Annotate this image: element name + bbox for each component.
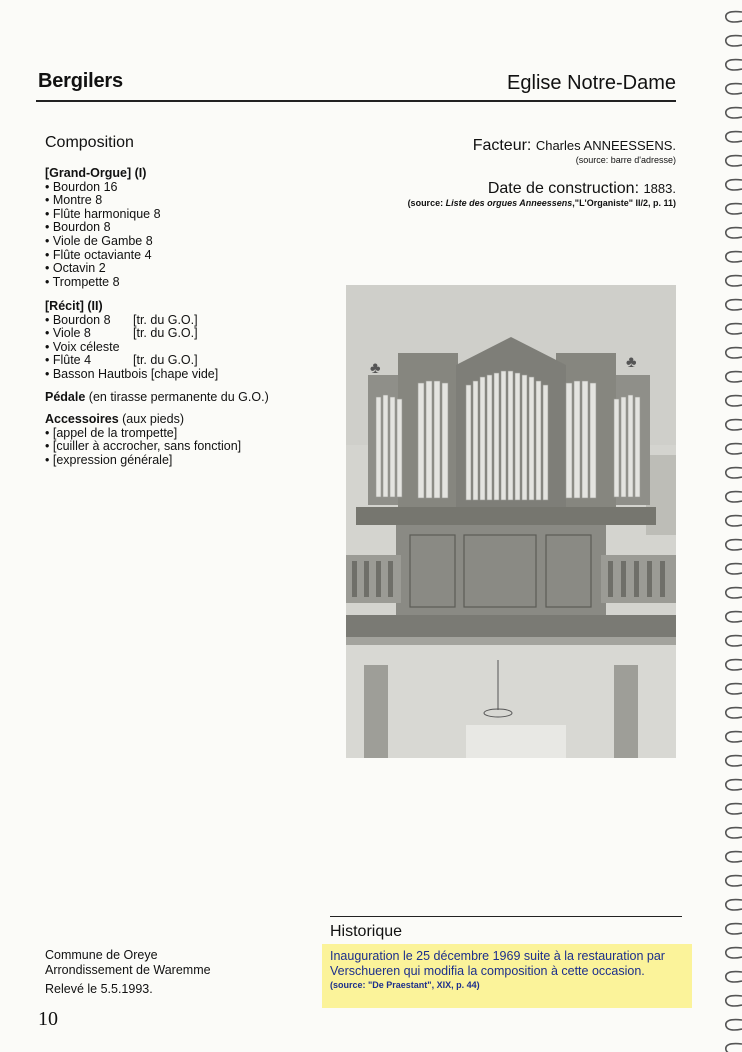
spiral-coil xyxy=(726,1044,742,1052)
spiral-coil xyxy=(726,924,742,934)
date-value: 1883. xyxy=(643,181,676,196)
historique-text xyxy=(330,949,665,993)
accessory-item: • [appel de la trompette] xyxy=(45,425,178,440)
accessoires-list xyxy=(45,413,241,467)
stop-item xyxy=(45,341,218,355)
page-title-place: Bergilers xyxy=(38,70,123,92)
arrondissement-line: Arrondissement de Waremme xyxy=(45,963,211,977)
date-label: Date de construction: xyxy=(487,180,644,197)
spiral-coil xyxy=(726,948,742,958)
spiral-coil xyxy=(726,540,742,550)
commune-line: Commune de Oreye xyxy=(45,948,158,962)
historique-line: Verschueren qui modifia la composition à cette occasion. xyxy=(330,963,645,978)
spiral-coil xyxy=(726,132,742,142)
spiral-coil xyxy=(726,492,742,502)
pedale-label: Pédale xyxy=(45,390,86,404)
page-number: 10 xyxy=(38,1008,58,1030)
spiral-coil xyxy=(726,252,742,262)
spiral-coil xyxy=(726,228,742,238)
stop-item xyxy=(45,327,218,341)
organ-photo xyxy=(346,285,676,758)
organ-illustration xyxy=(346,285,676,758)
spiral-coil xyxy=(726,444,742,454)
spiral-coil xyxy=(726,396,742,406)
facteur-label: Facteur: xyxy=(472,137,536,154)
spiral-coil xyxy=(726,468,742,478)
stop-item: • Viole de Gambe 8 xyxy=(45,233,153,248)
historique-line: Inauguration le 25 décembre 1969 suite à la restauration par xyxy=(330,949,665,963)
spiral-coil xyxy=(726,588,742,598)
commune-block xyxy=(45,948,211,978)
spiral-coil xyxy=(726,420,742,430)
stop-item: • Montre 8 xyxy=(45,193,103,208)
stop-name: • Voix céleste xyxy=(45,339,120,354)
spiral-coil xyxy=(726,348,742,358)
stop-item xyxy=(45,314,218,328)
spiral-coil xyxy=(726,12,742,22)
accessory-item: • [cuiller à accrocher, sans fonction] xyxy=(45,439,242,454)
stop-name: • Viole 8 xyxy=(45,326,91,341)
spiral-coil xyxy=(726,180,742,190)
spiral-coil xyxy=(726,36,742,46)
stop-item xyxy=(45,368,218,382)
date-source xyxy=(408,198,676,208)
stop-item: • Bourdon 8 xyxy=(45,220,111,235)
facteur-block xyxy=(473,137,676,165)
stop-item: • Bourdon 16 xyxy=(45,179,118,194)
spiral-coil xyxy=(726,972,742,982)
spiral-coil xyxy=(726,828,742,838)
stop-note: [tr. du G.O.] xyxy=(133,353,198,368)
svg-text:♣: ♣ xyxy=(370,360,381,377)
spiral-coil xyxy=(726,876,742,886)
stop-note: [tr. du G.O.] xyxy=(133,312,198,327)
spiral-coil xyxy=(726,108,742,118)
spiral-coil xyxy=(726,708,742,718)
historique-rule xyxy=(330,916,682,917)
recit-list xyxy=(45,300,218,382)
composition-title: Composition xyxy=(45,134,134,151)
stop-item: • Octavin 2 xyxy=(45,261,106,276)
stop-note: [tr. du G.O.] xyxy=(133,326,198,341)
stop-name: • Flûte 4 xyxy=(45,353,92,368)
spiral-coil xyxy=(726,276,742,286)
accessory-item: • [expression générale] xyxy=(45,452,173,467)
grand-orgue-list xyxy=(45,167,161,289)
pedale-text: (en tirasse permanente du G.O.) xyxy=(85,390,269,404)
accessoires-label: Accessoires xyxy=(45,412,119,426)
stop-item: • Flûte octaviante 4 xyxy=(45,247,152,262)
spiral-coil xyxy=(726,684,742,694)
spiral-coil xyxy=(726,564,742,574)
stop-item xyxy=(45,354,218,368)
spiral-coil xyxy=(726,60,742,70)
spiral-coil xyxy=(726,996,742,1006)
pedale-line xyxy=(45,390,269,404)
spiral-coil xyxy=(726,156,742,166)
spiral-coil xyxy=(726,660,742,670)
accessoires-text: (aux pieds) xyxy=(118,412,184,426)
historique-source: (source: "De Praestant", XIX, p. 44) xyxy=(330,980,480,990)
grand-orgue-header: [Grand-Orgue] (I) xyxy=(45,166,147,180)
spiral-coil xyxy=(726,756,742,766)
spiral-coil xyxy=(726,804,742,814)
spiral-coil xyxy=(726,1020,742,1030)
spiral-coil xyxy=(726,780,742,790)
header-rule xyxy=(36,100,676,102)
stop-item: • Trompette 8 xyxy=(45,274,120,289)
spiral-coil xyxy=(726,516,742,526)
spiral-binding xyxy=(718,0,742,1052)
spiral-coil xyxy=(726,852,742,862)
historique-title: Historique xyxy=(330,923,403,940)
spiral-coil xyxy=(726,732,742,742)
date-source-suffix: ,"L'Organiste" II/2, p. 11) xyxy=(572,198,676,208)
page-title-church: Eglise Notre-Dame xyxy=(507,72,676,94)
spiral-coil xyxy=(726,372,742,382)
facteur-source: (source: barre d'adresse) xyxy=(575,155,676,165)
facteur-name: Charles ANNEESSENS. xyxy=(535,138,676,153)
spiral-coil xyxy=(726,612,742,622)
spiral-coil xyxy=(726,300,742,310)
stop-name: • Bourdon 8 xyxy=(45,312,111,327)
releve-line: Relevé le 5.5.1993. xyxy=(45,982,153,996)
spiral-coil xyxy=(726,204,742,214)
date-source-prefix: (source: xyxy=(407,198,446,208)
date-source-title: Liste des orgues Anneessens xyxy=(445,198,573,208)
date-block xyxy=(408,180,676,208)
spiral-coil xyxy=(726,636,742,646)
spiral-coil xyxy=(726,324,742,334)
stop-name: • Basson Hautbois [chape vide] xyxy=(45,366,219,381)
spiral-coil xyxy=(726,900,742,910)
svg-text:♣: ♣ xyxy=(626,354,637,371)
recit-header: [Récit] (II) xyxy=(45,299,103,313)
stop-item: • Flûte harmonique 8 xyxy=(45,206,161,221)
spiral-coil xyxy=(726,84,742,94)
